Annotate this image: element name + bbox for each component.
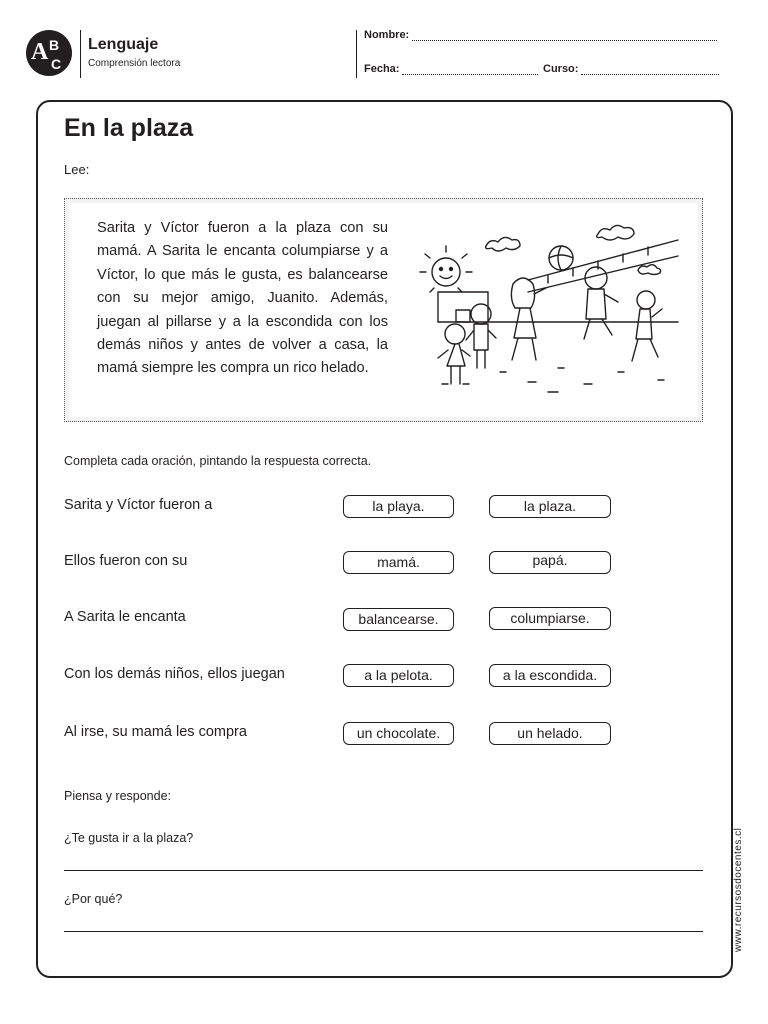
question-4-option-a[interactable]: a la pelota. xyxy=(343,664,454,687)
question-4-option-b[interactable]: a la escondida. xyxy=(489,664,611,687)
date-label: Fecha: xyxy=(364,63,400,75)
logo-letter-c: C xyxy=(51,56,62,72)
question-3-option-b[interactable]: columpiarse. xyxy=(489,607,611,630)
logo-letter-a: A xyxy=(31,39,49,65)
open-question-2: ¿Por qué? xyxy=(64,892,123,906)
question-2-option-a[interactable]: mamá. xyxy=(343,551,454,574)
read-label: Lee: xyxy=(64,162,90,177)
course-field[interactable] xyxy=(543,63,719,75)
question-1-option-a[interactable]: la playa. xyxy=(343,495,454,518)
answer-line-1[interactable] xyxy=(64,857,703,871)
name-line[interactable] xyxy=(412,31,717,41)
course-line[interactable] xyxy=(581,65,719,75)
subject-title: Lenguaje xyxy=(88,36,159,53)
website-url: www.recursosdocentes.cl xyxy=(733,827,744,952)
question-4-text: Con los demás niños, ellos juegan xyxy=(64,666,285,682)
question-5-text: Al irse, su mamá les compra xyxy=(64,724,247,740)
header-divider-left xyxy=(80,30,81,78)
question-3-option-a[interactable]: balancearse. xyxy=(343,608,454,631)
question-5-option-b[interactable]: un helado. xyxy=(489,722,611,745)
worksheet-title: En la plaza xyxy=(64,114,194,142)
course-label: Curso: xyxy=(543,63,579,75)
answer-line-2[interactable] xyxy=(64,918,703,932)
abc-logo xyxy=(25,29,73,77)
question-2-text: Ellos fueron con su xyxy=(64,553,188,569)
instruction-text: Completa cada oración, pintando la respuesta correcta. xyxy=(64,454,372,468)
question-3-text: A Sarita le encanta xyxy=(64,609,186,625)
playground-illustration xyxy=(408,222,690,402)
open-question-1: ¿Te gusta ir a la plaza? xyxy=(64,831,194,845)
name-label: Nombre: xyxy=(364,29,410,41)
think-label: Piensa y responde: xyxy=(64,789,172,803)
logo-letter-b: B xyxy=(49,37,60,53)
subject-subtitle: Comprensión lectora xyxy=(88,58,181,69)
question-1-option-b[interactable]: la plaza. xyxy=(489,495,611,518)
question-2-option-b[interactable]: papá. xyxy=(489,551,611,574)
date-field[interactable] xyxy=(364,63,538,75)
name-field[interactable] xyxy=(364,29,717,41)
date-line[interactable] xyxy=(402,65,538,75)
question-5-option-a[interactable]: un chocolate. xyxy=(343,722,454,745)
reading-text: Sarita y Víctor fueron a la plaza con su mamá. A Sarita le encanta columpiarse y a Víctor, lo que más le gusta, es balancearse con su mejor amigo, Juanito. Además, juegan al pillarse y a la escondida con los demás niños y antes de volver a casa, la mamá siempre les compra un rico helado. xyxy=(97,220,388,377)
header-divider-right xyxy=(356,30,357,78)
question-1-text: Sarita y Víctor fueron a xyxy=(64,497,213,513)
